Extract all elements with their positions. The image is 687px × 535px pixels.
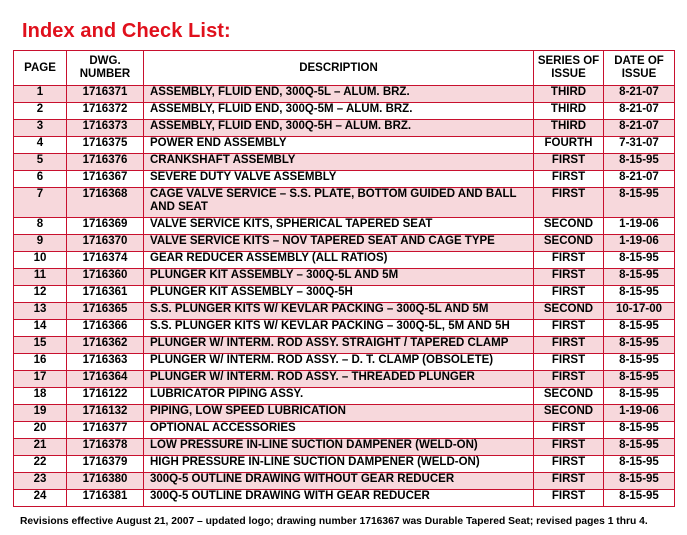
cell-page: 22 [14,456,67,473]
table-row [14,154,675,171]
cell-description: PLUNGER W/ INTERM. ROD ASSY. STRAIGHT / TAPERED CLAMP [144,337,534,354]
table-row [14,422,675,439]
cell-description: PLUNGER W/ INTERM. ROD ASSY. – D. T. CLAMP (OBSOLETE) [144,354,534,371]
cell-dwg-number: 1716367 [67,171,144,188]
cell-dwg-number: 1716371 [67,86,144,103]
cell-description: LOW PRESSURE IN-LINE SUCTION DAMPENER (WELD-ON) [144,439,534,456]
cell-dwg-number: 1716361 [67,286,144,303]
cell-date: 7-31-07 [604,137,675,154]
cell-description: OPTIONAL ACCESSORIES [144,422,534,439]
cell-series: FIRST [534,473,604,490]
cell-dwg-number: 1716379 [67,456,144,473]
cell-series: THIRD [534,86,604,103]
table-row [14,252,675,269]
cell-page: 24 [14,490,67,507]
cell-date: 8-15-95 [604,422,675,439]
cell-date: 1-19-06 [604,405,675,422]
header-description: DESCRIPTION [144,51,534,86]
cell-series: FIRST [534,354,604,371]
cell-page: 4 [14,137,67,154]
cell-description: PLUNGER KIT ASSEMBLY – 300Q-5H [144,286,534,303]
cell-dwg-number: 1716369 [67,218,144,235]
page-title: Index and Check List: [22,20,231,42]
cell-description: POWER END ASSEMBLY [144,137,534,154]
cell-description: ASSEMBLY, FLUID END, 300Q-5H – ALUM. BRZ. [144,120,534,137]
header-series-of-issue: SERIES OF ISSUE [534,51,604,86]
cell-description: LUBRICATOR PIPING ASSY. [144,388,534,405]
cell-series: THIRD [534,103,604,120]
cell-series: THIRD [534,120,604,137]
cell-dwg-number: 1716370 [67,235,144,252]
cell-series: FIRST [534,171,604,188]
cell-description: S.S. PLUNGER KITS W/ KEVLAR PACKING – 300Q-5L AND 5M [144,303,534,320]
table-header-row [14,51,675,86]
cell-page: 9 [14,235,67,252]
cell-series: SECOND [534,218,604,235]
cell-series: FOURTH [534,137,604,154]
cell-dwg-number: 1716368 [67,188,144,218]
cell-page: 3 [14,120,67,137]
cell-page: 20 [14,422,67,439]
cell-series: FIRST [534,456,604,473]
cell-series: FIRST [534,154,604,171]
table-row [14,337,675,354]
cell-date: 8-15-95 [604,354,675,371]
cell-date: 8-15-95 [604,490,675,507]
table-row [14,354,675,371]
cell-page: 11 [14,269,67,286]
cell-dwg-number: 1716132 [67,405,144,422]
table-row [14,473,675,490]
table-row [14,235,675,252]
cell-date: 8-21-07 [604,120,675,137]
cell-description: ASSEMBLY, FLUID END, 300Q-5L – ALUM. BRZ. [144,86,534,103]
cell-page: 5 [14,154,67,171]
cell-date: 8-15-95 [604,286,675,303]
cell-series: FIRST [534,371,604,388]
cell-dwg-number: 1716365 [67,303,144,320]
cell-date: 8-15-95 [604,320,675,337]
cell-description: GEAR REDUCER ASSEMBLY (ALL RATIOS) [144,252,534,269]
cell-date: 1-19-06 [604,235,675,252]
cell-date: 8-15-95 [604,371,675,388]
cell-page: 21 [14,439,67,456]
table-row [14,490,675,507]
cell-dwg-number: 1716376 [67,154,144,171]
cell-series: SECOND [534,405,604,422]
cell-description: PLUNGER W/ INTERM. ROD ASSY. – THREADED PLUNGER [144,371,534,388]
table-row [14,303,675,320]
cell-description: PIPING, LOW SPEED LUBRICATION [144,405,534,422]
cell-description: VALVE SERVICE KITS – NOV TAPERED SEAT AND CAGE TYPE [144,235,534,252]
cell-page: 23 [14,473,67,490]
cell-series: SECOND [534,303,604,320]
table-row [14,456,675,473]
cell-date: 8-15-95 [604,269,675,286]
cell-date: 1-19-06 [604,218,675,235]
cell-page: 18 [14,388,67,405]
table-row [14,137,675,154]
cell-date: 10-17-00 [604,303,675,320]
table-row [14,171,675,188]
cell-dwg-number: 1716375 [67,137,144,154]
cell-dwg-number: 1716380 [67,473,144,490]
cell-series: SECOND [534,388,604,405]
cell-description: PLUNGER KIT ASSEMBLY – 300Q-5L AND 5M [144,269,534,286]
table-row [14,120,675,137]
cell-dwg-number: 1716366 [67,320,144,337]
cell-page: 7 [14,188,67,218]
table-row [14,388,675,405]
cell-dwg-number: 1716373 [67,120,144,137]
header-date-of-issue: DATE OF ISSUE [604,51,675,86]
cell-dwg-number: 1716363 [67,354,144,371]
index-table [13,50,675,507]
cell-dwg-number: 1716377 [67,422,144,439]
cell-page: 8 [14,218,67,235]
header-dwg-number: DWG. NUMBER [67,51,144,86]
table-row [14,439,675,456]
table-row [14,405,675,422]
table-row [14,286,675,303]
cell-series: FIRST [534,337,604,354]
cell-description: 300Q-5 OUTLINE DRAWING WITH GEAR REDUCER [144,490,534,507]
cell-series: SECOND [534,235,604,252]
cell-page: 10 [14,252,67,269]
cell-date: 8-21-07 [604,86,675,103]
table-body [14,86,675,507]
header-page: PAGE [14,51,67,86]
cell-description: S.S. PLUNGER KITS W/ KEVLAR PACKING – 300Q-5L, 5M AND 5H [144,320,534,337]
cell-page: 15 [14,337,67,354]
cell-dwg-number: 1716378 [67,439,144,456]
table-row [14,86,675,103]
cell-description: 300Q-5 OUTLINE DRAWING WITHOUT GEAR REDUCER [144,473,534,490]
cell-page: 14 [14,320,67,337]
cell-page: 19 [14,405,67,422]
cell-page: 2 [14,103,67,120]
cell-date: 8-15-95 [604,337,675,354]
cell-description: VALVE SERVICE KITS, SPHERICAL TAPERED SEAT [144,218,534,235]
cell-series: FIRST [534,422,604,439]
cell-series: FIRST [534,490,604,507]
cell-dwg-number: 1716372 [67,103,144,120]
cell-series: FIRST [534,252,604,269]
cell-page: 17 [14,371,67,388]
table-row [14,320,675,337]
cell-series: FIRST [534,269,604,286]
cell-description: HIGH PRESSURE IN-LINE SUCTION DAMPENER (WELD-ON) [144,456,534,473]
cell-description: ASSEMBLY, FLUID END, 300Q-5M – ALUM. BRZ. [144,103,534,120]
cell-series: FIRST [534,439,604,456]
revision-note: Revisions effective August 21, 2007 – updated logo; drawing number 1716367 was Durable Tapered Seat; revised pages 1 thru 4. [20,516,648,527]
cell-date: 8-15-95 [604,456,675,473]
cell-page: 1 [14,86,67,103]
cell-dwg-number: 1716374 [67,252,144,269]
cell-page: 6 [14,171,67,188]
table-row [14,218,675,235]
cell-dwg-number: 1716381 [67,490,144,507]
cell-page: 13 [14,303,67,320]
cell-dwg-number: 1716364 [67,371,144,388]
cell-page: 16 [14,354,67,371]
table-row [14,188,675,218]
cell-series: FIRST [534,320,604,337]
cell-date: 8-15-95 [604,154,675,171]
table-row [14,103,675,120]
cell-dwg-number: 1716362 [67,337,144,354]
cell-description: CRANKSHAFT ASSEMBLY [144,154,534,171]
cell-date: 8-21-07 [604,103,675,120]
cell-series: FIRST [534,188,604,218]
cell-series: FIRST [534,286,604,303]
cell-date: 8-21-07 [604,171,675,188]
cell-date: 8-15-95 [604,252,675,269]
cell-dwg-number: 1716122 [67,388,144,405]
cell-description: SEVERE DUTY VALVE ASSEMBLY [144,171,534,188]
cell-date: 8-15-95 [604,473,675,490]
table-row [14,371,675,388]
cell-page: 12 [14,286,67,303]
cell-date: 8-15-95 [604,388,675,405]
cell-date: 8-15-95 [604,188,675,218]
cell-date: 8-15-95 [604,439,675,456]
table-row [14,269,675,286]
cell-description: CAGE VALVE SERVICE – S.S. PLATE, BOTTOM GUIDED AND BALL AND SEAT [144,188,534,218]
cell-dwg-number: 1716360 [67,269,144,286]
